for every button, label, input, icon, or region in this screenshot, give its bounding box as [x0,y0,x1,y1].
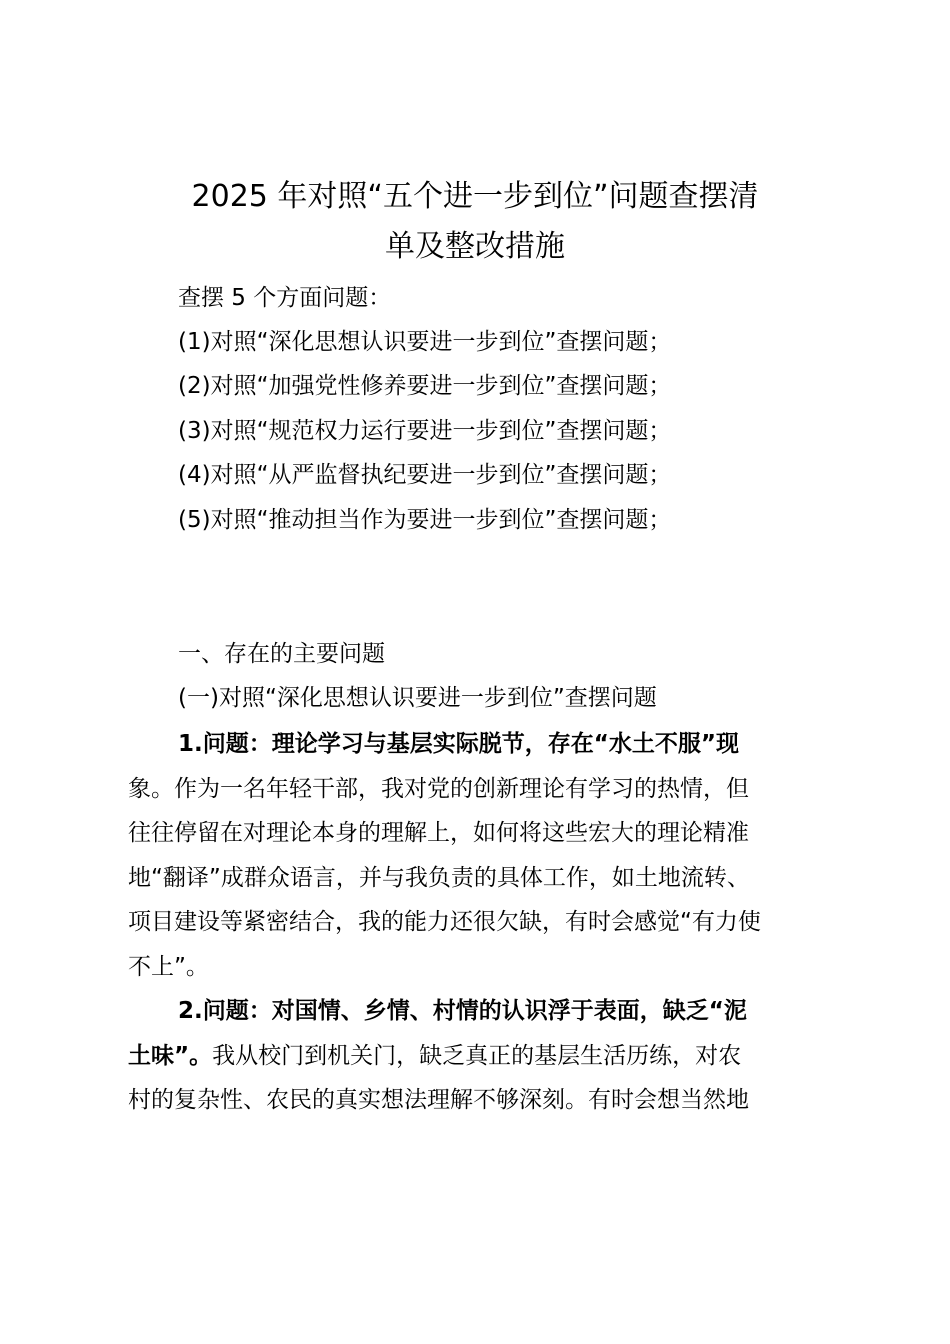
problem-2-line [128,1034,828,1079]
checklist-item-2: (2)对照“加强党性修养要进一步到位”查摆问题； [178,373,672,399]
problem-2-line: 村的复杂性、农民的真实想法理解不够深刻。有时会想当然地 [128,1087,749,1113]
subsection-heading: (一)对照“深化思想认识要进一步到位”查摆问题 [178,685,657,711]
checklist-item-4: (4)对照“从严监督执纪要进一步到位”查摆问题； [178,462,672,488]
problem-1-line: 项目建设等紧密结合，我的能力还很欠缺，有时会感觉“有力使 [128,909,761,935]
problem-2-paragraph [128,989,828,1123]
problem-1-line: 往往停留在对理论本身的理解上，如何将这些宏大的理论精准 [128,820,749,846]
checklist-item-3: (3)对照“规范权力运行要进一步到位”查摆问题； [178,418,672,444]
title-line-2: 单及整改措施 [385,229,565,264]
problem-2-heading-tail: 土味”。 [128,1042,213,1069]
checklist-item-1: (1)对照“深化思想认识要进一步到位”查摆问题； [178,329,672,355]
problem-1-line: 不上”。 [128,953,209,980]
problem-1-line: 地“翻译”成群众语言，并与我负责的具体工作，如土地流转、 [128,864,750,891]
title-line-1: 2025 年对照“五个进一步到位”问题查摆清 [191,179,759,214]
problem-2-text: 我从校门到机关门，缺乏真正的基层生活历练，对农 [212,1042,742,1069]
checklist-item-5: (5)对照“推动担当作为要进一步到位”查摆问题； [178,507,672,533]
problem-1-line: 象。作为一名年轻干部，我对党的创新理论有学习的热情，但 [128,775,749,802]
section-heading: 一、存在的主要问题 [178,641,385,667]
intro-text: 查摆 5 个方面问题： [178,285,392,311]
problem-1-paragraph [128,722,828,989]
problem-2-heading: 2.问题：对国情、乡情、村情的认识浮于表面，缺乏“泥 [178,998,747,1024]
document-title [125,172,825,272]
problem-1-heading: 1.问题：理论学习与基层实际脱节，存在“水土不服”现 [178,731,739,757]
